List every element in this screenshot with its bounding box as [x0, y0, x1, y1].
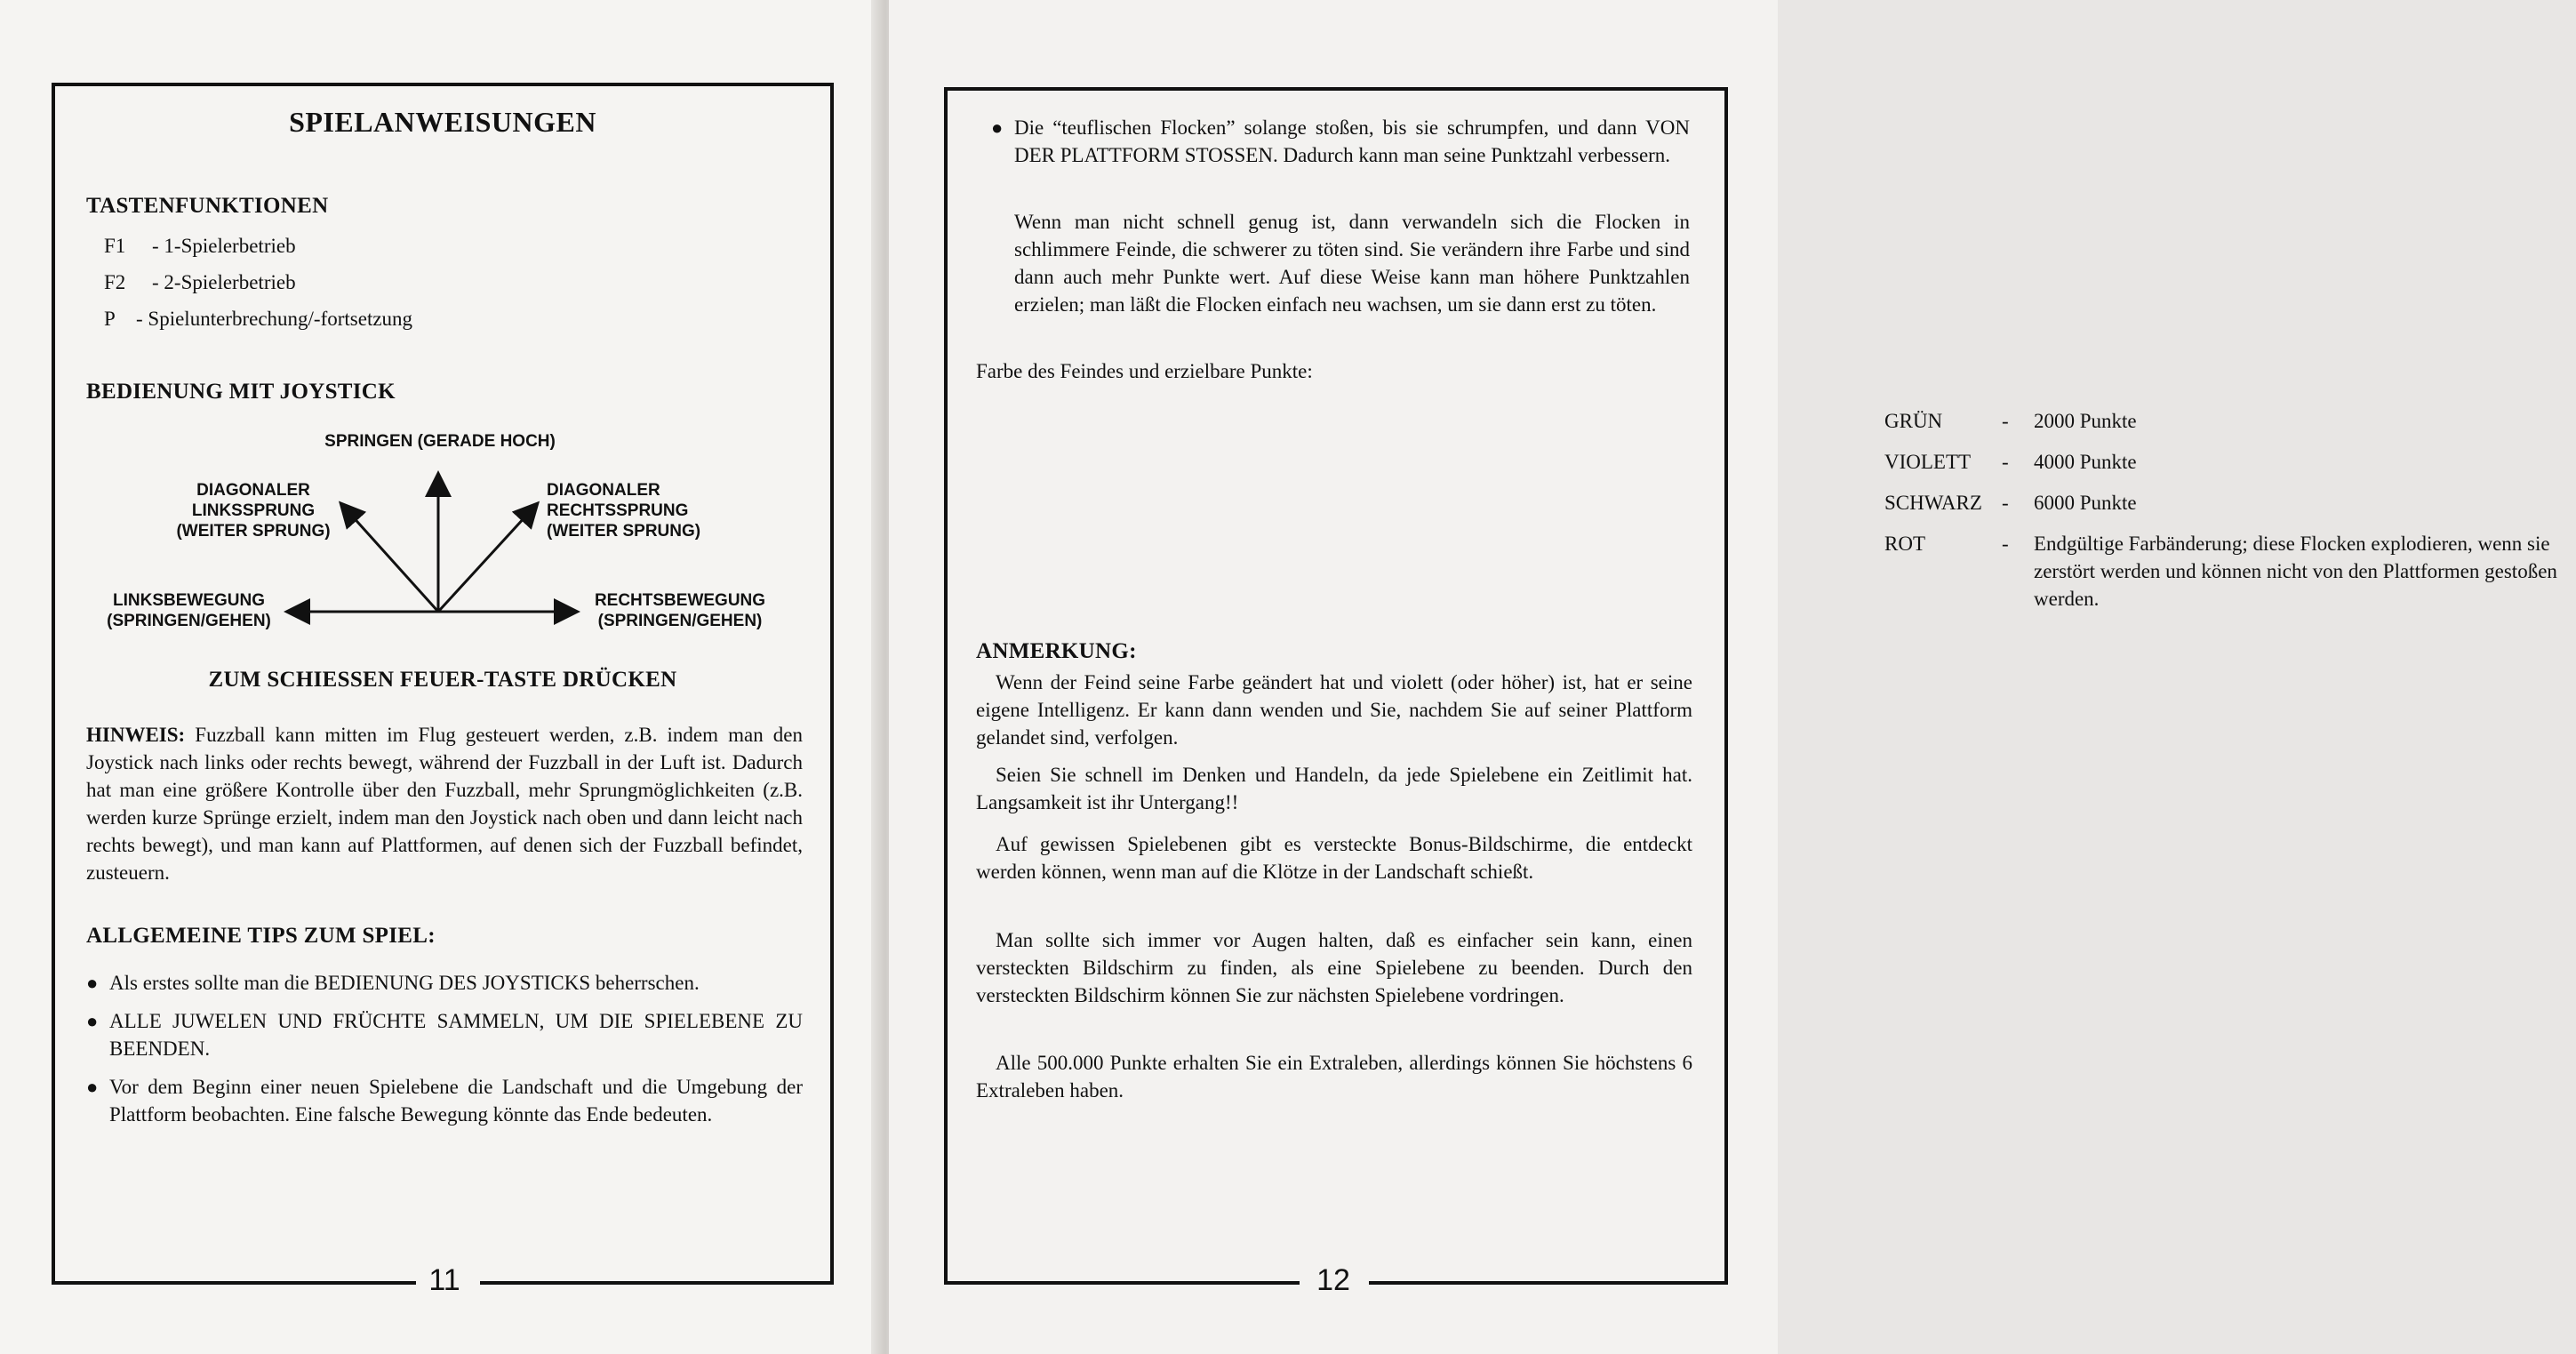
- score-dash: -: [2002, 533, 2009, 555]
- para-extraleben: [976, 1049, 1692, 1104]
- bullet-icon: ●: [86, 1076, 99, 1098]
- right-page: [889, 0, 2557, 1354]
- anmerkung-text: Wenn der Feind seine Farbe geändert hat und violett (oder höher) ist, hat er seine eigene Intelligenz. Er kann dann wenden und Sie, nachdem Sie auf seiner Plattform gelandet sind, verfolgen.: [976, 671, 1692, 749]
- score-color: ROT: [1884, 533, 1925, 555]
- score-value: Endgültige Farbänderung; diese Flocken explodieren, wenn sie zerstört werden und können nicht von den Plattformen gestoßen werden.: [2034, 533, 2557, 610]
- page-title: SPIELANWEISUNGEN: [289, 106, 596, 138]
- table-row: [1884, 489, 2576, 517]
- table-row: [1884, 448, 2576, 476]
- para-verwandeln: [1014, 208, 1690, 318]
- label-diagonal-left: DIAGONALER LINKSSPRUNG (WEITER SPRUNG): [176, 481, 331, 541]
- para-bonus: [976, 830, 1692, 885]
- footer-rule-left: [944, 1281, 1300, 1285]
- label-diagonal-right: DIAGONALER RECHTSSPRUNG (WEITER SPRUNG): [547, 481, 701, 541]
- fire-instruction: [52, 666, 834, 693]
- para-text: Seien Sie schnell im Denken und Handeln, da jede Spielebene ein Zeitlimit hat. Langsamkeit ist ihr Untergang!!: [976, 764, 1692, 813]
- score-value: 6000 Punkte: [2034, 492, 2137, 514]
- para-versteckt: [976, 926, 1692, 1009]
- joystick-section: [86, 378, 815, 405]
- arrow-up-right: [438, 505, 536, 612]
- arrow-up-left: [342, 505, 438, 612]
- hinweis-label: HINWEIS:: [86, 724, 186, 746]
- flocken-text: Die “teuflischen Flocken” solange stoßen, bis sie schrumpfen, und dann VON DER PLATTFORM STOSSEN. Dadurch kann man seine Punktzahl verbessern.: [1014, 116, 1690, 166]
- score-color: VIOLETT: [1884, 451, 1972, 473]
- joystick-heading: BEDIENUNG MIT JOYSTICK: [86, 380, 396, 404]
- key-row: [104, 232, 815, 260]
- key-label: F1: [104, 235, 126, 257]
- left-title-block: [52, 108, 834, 136]
- bullet-icon: ●: [991, 116, 1004, 139]
- para-zeitlimit: [976, 761, 1692, 816]
- anmerkung-section: [976, 637, 1692, 751]
- score-value: 2000 Punkte: [2034, 410, 2137, 432]
- list-item: [86, 1007, 803, 1062]
- list-item: [991, 114, 1690, 169]
- score-color: GRÜN: [1884, 410, 1943, 432]
- tip-text: Als erstes sollte man die BEDIENUNG DES JOYSTICKS beherrschen.: [109, 972, 700, 994]
- score-color: SCHWARZ: [1884, 492, 1982, 514]
- list-item: [86, 969, 803, 997]
- list-item: [86, 1073, 803, 1128]
- hinweis-paragraph: [86, 721, 803, 886]
- key-label: F2: [104, 271, 126, 293]
- footer-rule-left: [52, 1281, 416, 1285]
- label-right: RECHTSBEWEGUNG (SPRINGEN/GEHEN): [594, 591, 766, 630]
- tips-section: [86, 922, 803, 1128]
- para-text: Alle 500.000 Punkte erhalten Sie ein Extraleben, allerdings können Sie höchstens 6 Extraleben haben.: [976, 1052, 1692, 1102]
- key-description: - 1-Spielerbetrieb: [152, 235, 296, 257]
- label-up: SPRINGEN (GERADE HOCH): [324, 432, 556, 451]
- fire-heading: ZUM SCHIESSEN FEUER-TASTE DRÜCKEN: [208, 668, 677, 692]
- para-text: Auf gewissen Spielebenen gibt es versteckte Bonus-Bildschirme, die entdeckt werden können, wenn man auf die Klötze in der Landschaft schießt.: [976, 833, 1692, 883]
- tastenfunktionen-heading: TASTENFUNKTIONEN: [86, 194, 329, 218]
- tip-text: ALLE JUWELEN UND FRÜCHTE SAMMELN, UM DIE SPIELEBENE ZU BEENDEN.: [109, 1010, 803, 1060]
- joystick-diagram: [89, 427, 800, 658]
- score-table: [1884, 407, 2576, 626]
- key-description: - Spielunterbrechung/-fortsetzung: [136, 308, 413, 330]
- farbe-heading-block: [976, 357, 1687, 385]
- key-row: [104, 268, 815, 296]
- score-dash: -: [2002, 492, 2009, 514]
- footer-rule-right: [1369, 1281, 1728, 1285]
- bullet-icon: ●: [86, 972, 99, 994]
- bullet-icon: ●: [86, 1010, 99, 1032]
- key-label: P: [104, 308, 116, 330]
- tastenfunktionen-section: [86, 192, 815, 332]
- label-left: LINKSBEWEGUNG (SPRINGEN/GEHEN): [107, 591, 271, 630]
- farbe-heading: Farbe des Feindes und erzielbare Punkte:: [976, 360, 1313, 382]
- page-number: 12: [1316, 1263, 1350, 1297]
- tips-heading: ALLGEMEINE TIPS ZUM SPIEL:: [86, 924, 436, 948]
- score-value: 4000 Punkte: [2034, 451, 2137, 473]
- flocken-bullet: [991, 114, 1690, 169]
- footer-rule-right: [480, 1281, 834, 1285]
- para-text: Man sollte sich immer vor Augen halten, daß es einfacher sein kann, einen versteckten Bildschirm zu finden, als eine Spielebene zu beenden. Durch den versteckten Bildschirm können Sie zur nächsten Spielebene vordringen.: [976, 929, 1692, 1006]
- page-number: 11: [428, 1263, 460, 1297]
- score-dash: -: [2002, 410, 2009, 432]
- hinweis-text: Fuzzball kann mitten im Flug gesteuert werden, z.B. indem man den Joystick nach links oder rechts bewegt, während der Fuzzball in der Luft ist. Dadurch hat man eine größere Kontrolle über den Fuzzball, mehr Sprungmöglichkeiten (z.B. werden kurze Sprünge erzielt, indem man den Joystick nach oben und dann leicht nach rechts bewegt), und man kann auf Plattformen, auf denen sich der Fuzzball befindet, zusteuern.: [86, 724, 803, 884]
- tip-text: Vor dem Beginn einer neuen Spielebene die Landschaft und die Umgebung der Plattform beobachten. Eine falsche Bewegung könnte das Ende bedeuten.: [109, 1076, 803, 1126]
- key-description: - 2-Spielerbetrieb: [152, 271, 296, 293]
- key-row: [104, 305, 815, 332]
- para-text: Wenn man nicht schnell genug ist, dann verwandeln sich die Flocken in schlimmere Feinde, die schwerer zu töten sind. Sie verändern ihre Farbe und sind dann auch mehr Punkte wert. Auf diese Weise kann man höhere Punktzahlen erzielen; man läßt die Flocken einfach neu wachsen, um sie dann erst zu töten.: [1014, 211, 1690, 316]
- left-page: [0, 0, 878, 1354]
- table-row: [1884, 407, 2576, 435]
- score-dash: -: [2002, 451, 2009, 473]
- table-row: [1884, 530, 2576, 613]
- anmerkung-heading: ANMERKUNG:: [976, 639, 1137, 663]
